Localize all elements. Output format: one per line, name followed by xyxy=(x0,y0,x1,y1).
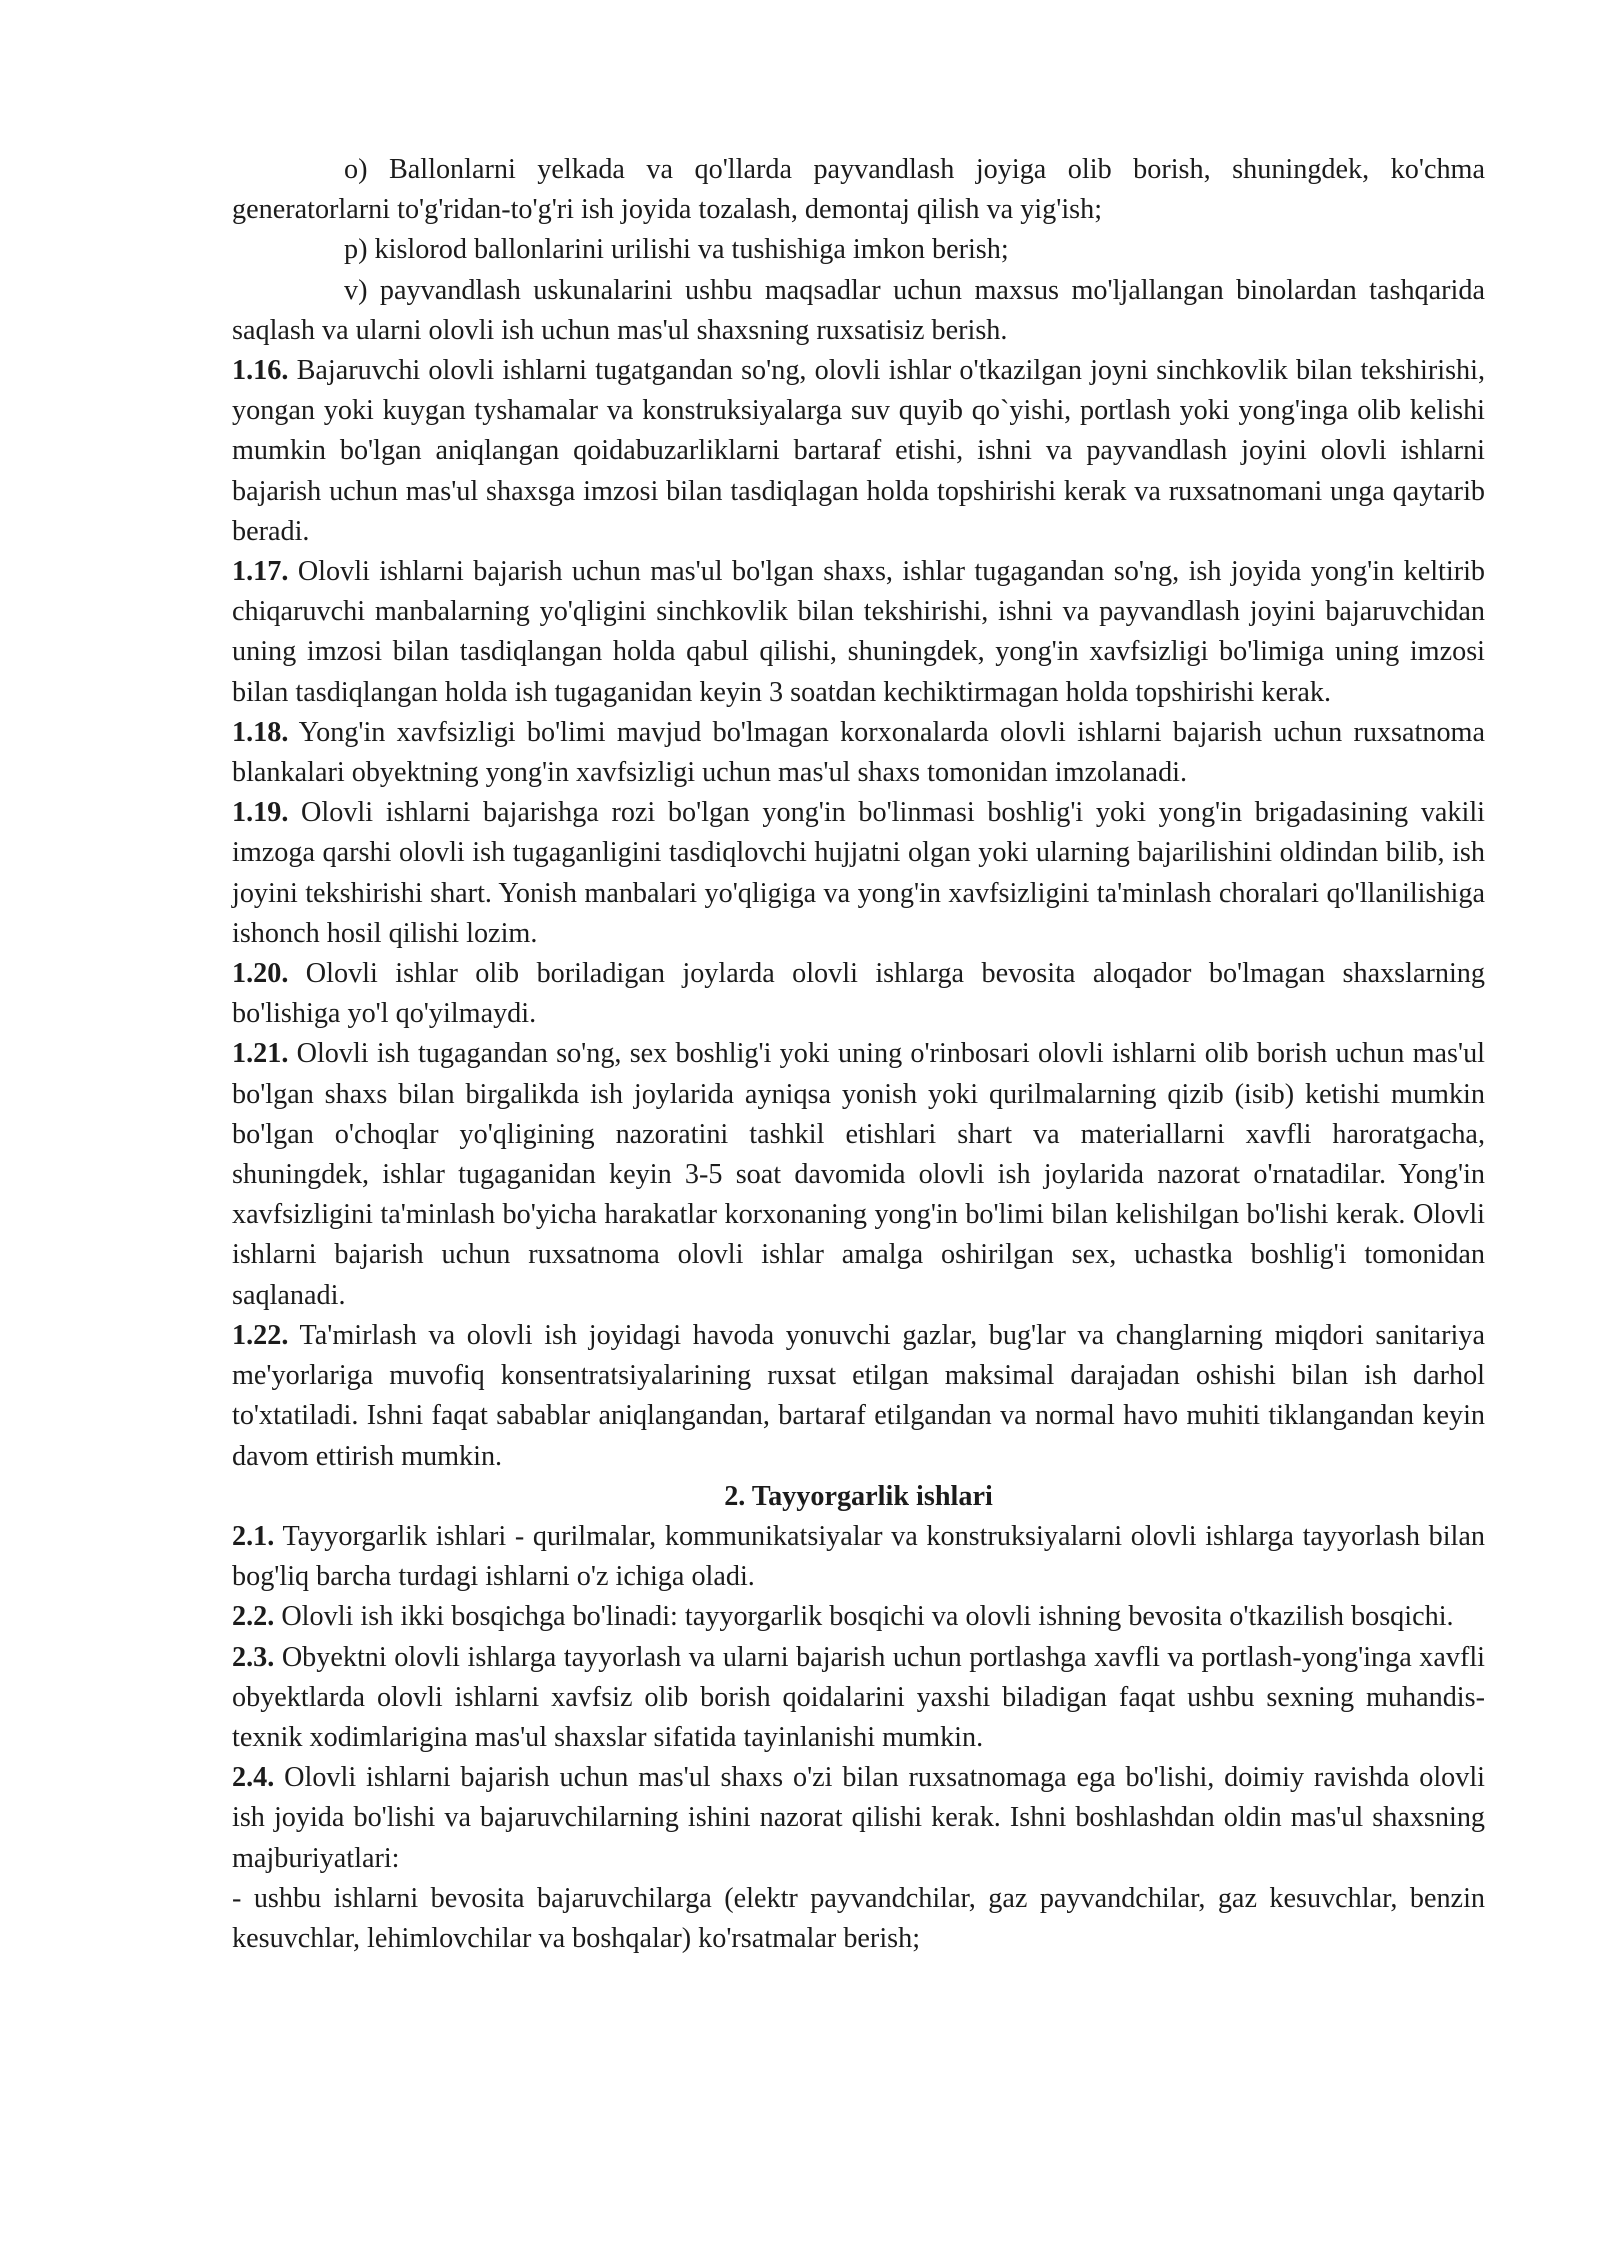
clause-text: Olovli ishlarni bajarish uchun mas'ul bo'lgan shaxs, ishlar tugagandan so'ng, ish joyida yong'in keltirib chiqaruvchi manbalarning yo'qligini sinchkovlik bilan tekshirishi, ishni va payvandlash joyini bajaruvchidan uning imzosi bilan tasdiqlangan holda qabul qilishi, shuningdek, yong'in xavfsizligi bo'limiga uning imzosi bilan tasdiqlangan holda ish tugaganidan keyin 3 soatdan kechiktirmagan holda topshirishi kerak. xyxy=(232,556,1486,708)
clause-1-20 xyxy=(232,954,1485,1034)
clause-1-21 xyxy=(232,1034,1485,1315)
clause-number: 1.20. xyxy=(232,958,289,990)
paragraph-text: o) Ballonlarni yelkada va qo'llarda payvandlash joyiga olib borish, shuningdek, ko'chma generatorlarni to'g'ridan-to'g'ri ish joyida tozalash, demontaj qilish va yig'ish; xyxy=(232,154,1485,226)
clause-text: Tayyorgarlik ishlari - qurilmalar, kommunikatsiyalar va konstruksiyalarni olovli ishlarga tayyorlash bilan bog'liq barcha turdagi ishlarni o'z ichiga oladi. xyxy=(232,1520,1485,1593)
clause-number: 2.3. xyxy=(232,1641,275,1673)
clause-number: 2.2. xyxy=(232,1601,275,1633)
clause-number: 2.1. xyxy=(232,1520,275,1552)
list-item-text: - ushbu ishlarni bevosita bajaruvchilarga (elektr payvandchilar, gaz payvandchilar, gaz kesuvchlar, benzin kesuvchlar, lehimlovchilar va boshqalar) ko'rsatmalar berish; xyxy=(232,1882,1485,1954)
clause-number: 1.22. xyxy=(232,1319,289,1351)
paragraph-text: p) kislorod ballonlarini urilishi va tushishiga imkon berish; xyxy=(344,234,1009,266)
clause-number: 2.4. xyxy=(232,1762,275,1794)
clause-number: 1.19. xyxy=(232,797,289,829)
clause-number: 1.18. xyxy=(232,716,289,748)
clause-text: Ta'mirlash va olovli ish joyidagi havoda yonuvchi gazlar, bug'lar va changlarning miqdori sanitariya me'yorlariga muvofiq konsentratsiyalarining ruxsat etilgan maksimal darajadan oshishi bilan ish darhol to'xtatiladi. Ishni faqat sabablar aniqlangandan, bartaraf etilgandan va normal havo muhiti tiklangandan keyin davom ettirish mumkin. xyxy=(232,1319,1485,1472)
clause-text: Bajaruvchi olovli ishlarni tugatgandan so'ng, olovli ishlar o'tkazilgan joyni sinchkovlik bilan tekshirishi, yongan yoki kuygan tyshamalar va konstruksiyalarga suv quyib qo`yishi, portlash yoki yong'inga olib kelishi mumkin bo'lgan aniqlangan qoidabuzarliklarni bartaraf etishi, ishni va payvandlash joyini olovli ishlarni bajarish uchun mas'ul shaxsga imzosi bilan tasdiqlagan holda topshirishi kerak va ruxsatnomani unga qaytarib beradi. xyxy=(232,355,1486,547)
clause-1-19 xyxy=(232,793,1485,954)
clause-number: 1.17. xyxy=(232,556,289,588)
clause-text: Olovli ish ikki bosqichga bo'linadi: tayyorgarlik bosqichi va olovli ishning bevosita o'tkazilish bosqichi. xyxy=(281,1601,1454,1633)
clause-text: Obyektni olovli ishlarga tayyorlash va ularni bajarish uchun portlashga xavfli va portlash-yong'inga xavfli obyektlarda olovli ishlarni xavfsiz olib borish qoidalarini yaxshi biladigan faqat ushbu sexning muhandis-texnik xodimlariginа mas'ul shaxslar sifatida tayinlanishi mumkin. xyxy=(232,1641,1486,1753)
clause-1-16 xyxy=(232,351,1485,552)
paragraph-p xyxy=(232,230,1485,270)
paragraph-text: v) payvandlash uskunalarini ushbu maqsadlar uchun maxsus mo'ljallangan binolardan tashqarida saqlash va ularni olovli ish uchun mas'ul shaxsning ruxsatisiz berish. xyxy=(232,274,1485,346)
clause-text: Olovli ishlar olib boriladigan joylarda olovli ishlarga bevosita aloqador bo'lmagan shaxslarning bo'lishiga yo'l qo'yilmaydi. xyxy=(232,958,1485,1030)
clause-1-22 xyxy=(232,1316,1485,1477)
clause-2-2 xyxy=(232,1597,1485,1637)
clause-number: 1.21. xyxy=(232,1038,289,1070)
clause-1-18 xyxy=(232,713,1485,793)
clause-number: 1.16. xyxy=(232,355,289,387)
list-item-instructions xyxy=(232,1879,1485,1959)
clause-text: Olovli ishlarni bajarish uchun mas'ul shaxs o'zi bilan ruxsatnomaga ega bo'lishi, doimiy ravishda olovli ish joyida bo'lishi va bajaruvchilarning ishini nazorat qilishi kerak. Ishni boshlashdan oldin mas'ul shaxsning majburiyatlari: xyxy=(232,1762,1486,1874)
clause-1-17 xyxy=(232,552,1485,713)
document-body xyxy=(232,150,1485,1959)
paragraph-o xyxy=(232,150,1485,230)
paragraph-v xyxy=(232,271,1485,351)
clause-text: Olovli ishlarni bajarishga rozi bo'lgan yong'in bo'linmasi boshlig'i yoki yong'in brigadasining vakili imzoga qarshi olovli ish tugaganligini tasdiqlovchi hujjatni olgan yoki ularning bajarilishini oldindan bilib, ish joyini tekshirishi shart. Yonish manbalari yo'qligiga va yong'in xavfsizligini ta'minlash choralari qo'llanilishiga ishonch hosil qilishi lozim. xyxy=(232,797,1486,949)
clause-2-4 xyxy=(232,1758,1485,1879)
clause-2-1 xyxy=(232,1517,1485,1597)
clause-2-3 xyxy=(232,1638,1485,1759)
clause-text: Olovli ish tugagandan so'ng, sex boshlig'i yoki uning o'rinbosari olovli ishlarni olib borish uchun mas'ul bo'lgan shaxs bilan birgalikda ish joylarida ayniqsa yonish yoki qurilmalarning qizib (isib) ketishi mumkin bo'lgan o'choqlar yo'qligining nazoratini tashkil etishlari shart va materiallarni xavfli haroratgacha, shuningdek, ishlar tugaganidan keyin 3-5 soat davomida olovli ish joylarida nazorat o'rnatadilar. Yong'in xavfsizligini ta'minlash bo'yicha harakatlar korxonaning yong'in bo'limi bilan kelishilgan bo'lishi kerak. Olovli ishlarni bajarish uchun ruxsatnoma olovli ishlar amalga oshirilgan sex, uchastka boshlig'i tomonidan saqlanadi. xyxy=(232,1038,1485,1311)
clause-text: Yong'in xavfsizligi bo'limi mavjud bo'lmagan korxonalarda olovli ishlarni bajarish uchun ruxsatnoma blankalari obyektning yong'in xavfsizligi uchun mas'ul shaxs tomonidan imzolanadi. xyxy=(232,716,1485,789)
section-heading: 2. Tayyorgarlik ishlari xyxy=(724,1480,993,1512)
